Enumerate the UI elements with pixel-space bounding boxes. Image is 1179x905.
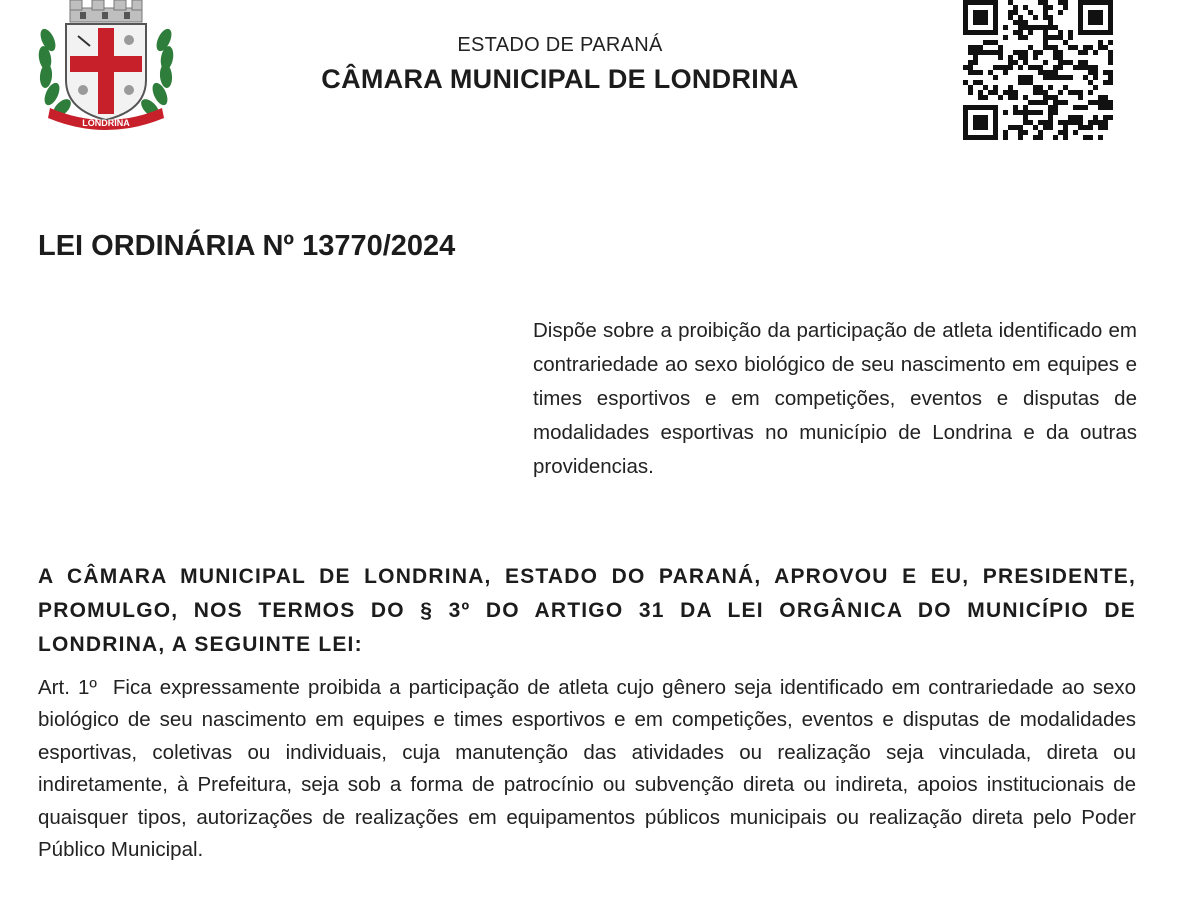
- coat-of-arms-icon: [36, 0, 176, 140]
- law-preamble: A CÂMARA MUNICIPAL DE LONDRINA, ESTADO DO PARANÁ, APROVOU E EU, PRESIDENTE, PROMULGO, NOS TERMOS DO § 3º DO ARTIGO 31 DA LEI ORGÂNICA DO MUNICÍPIO DE LONDRINA, A SEGUINTE LEI:: [38, 565, 1136, 656]
- law-summary: Dispõe sobre a proibição da participação de atleta identificado em contrariedade ao sexo biológico de seu nascimento em equipes e times esportivos e em competições, eventos e disputas de modalidades esportivas no município de Londrina e da outras providencias.: [533, 319, 1137, 478]
- header-chamber: CÂMARA MUNICIPAL DE LONDRINA: [321, 64, 799, 94]
- qr-code-icon[interactable]: [963, 0, 1115, 140]
- header-state: ESTADO DE PARANÁ: [457, 34, 663, 56]
- article-1: [38, 672, 1136, 866]
- law-title: LEI ORDINÁRIA Nº 13770/2024: [38, 230, 456, 262]
- article-1-number: Art. 1º: [38, 676, 97, 699]
- article-1-text: Fica expressamente proibida a participação de atleta cujo gênero seja identificado em contrariedade ao sexo biológico de seu nascimento em equipes e times esportivos e em competições, eventos e disputas de modalidades esportivas, coletivas ou individuais, cuja manutenção das atividades ou realização seja vinculada, direta ou indiretamente, à Prefeitura, seja sob a forma de patrocínio ou subvenção direta ou indireta, apoios institucionais de quaisquer tipos, autorizações de realizações em equipamentos públicos municipais ou realização direta pelo Poder Público Municipal.: [38, 676, 1136, 862]
- svg-text:LONDRINA: LONDRINA: [82, 118, 130, 128]
